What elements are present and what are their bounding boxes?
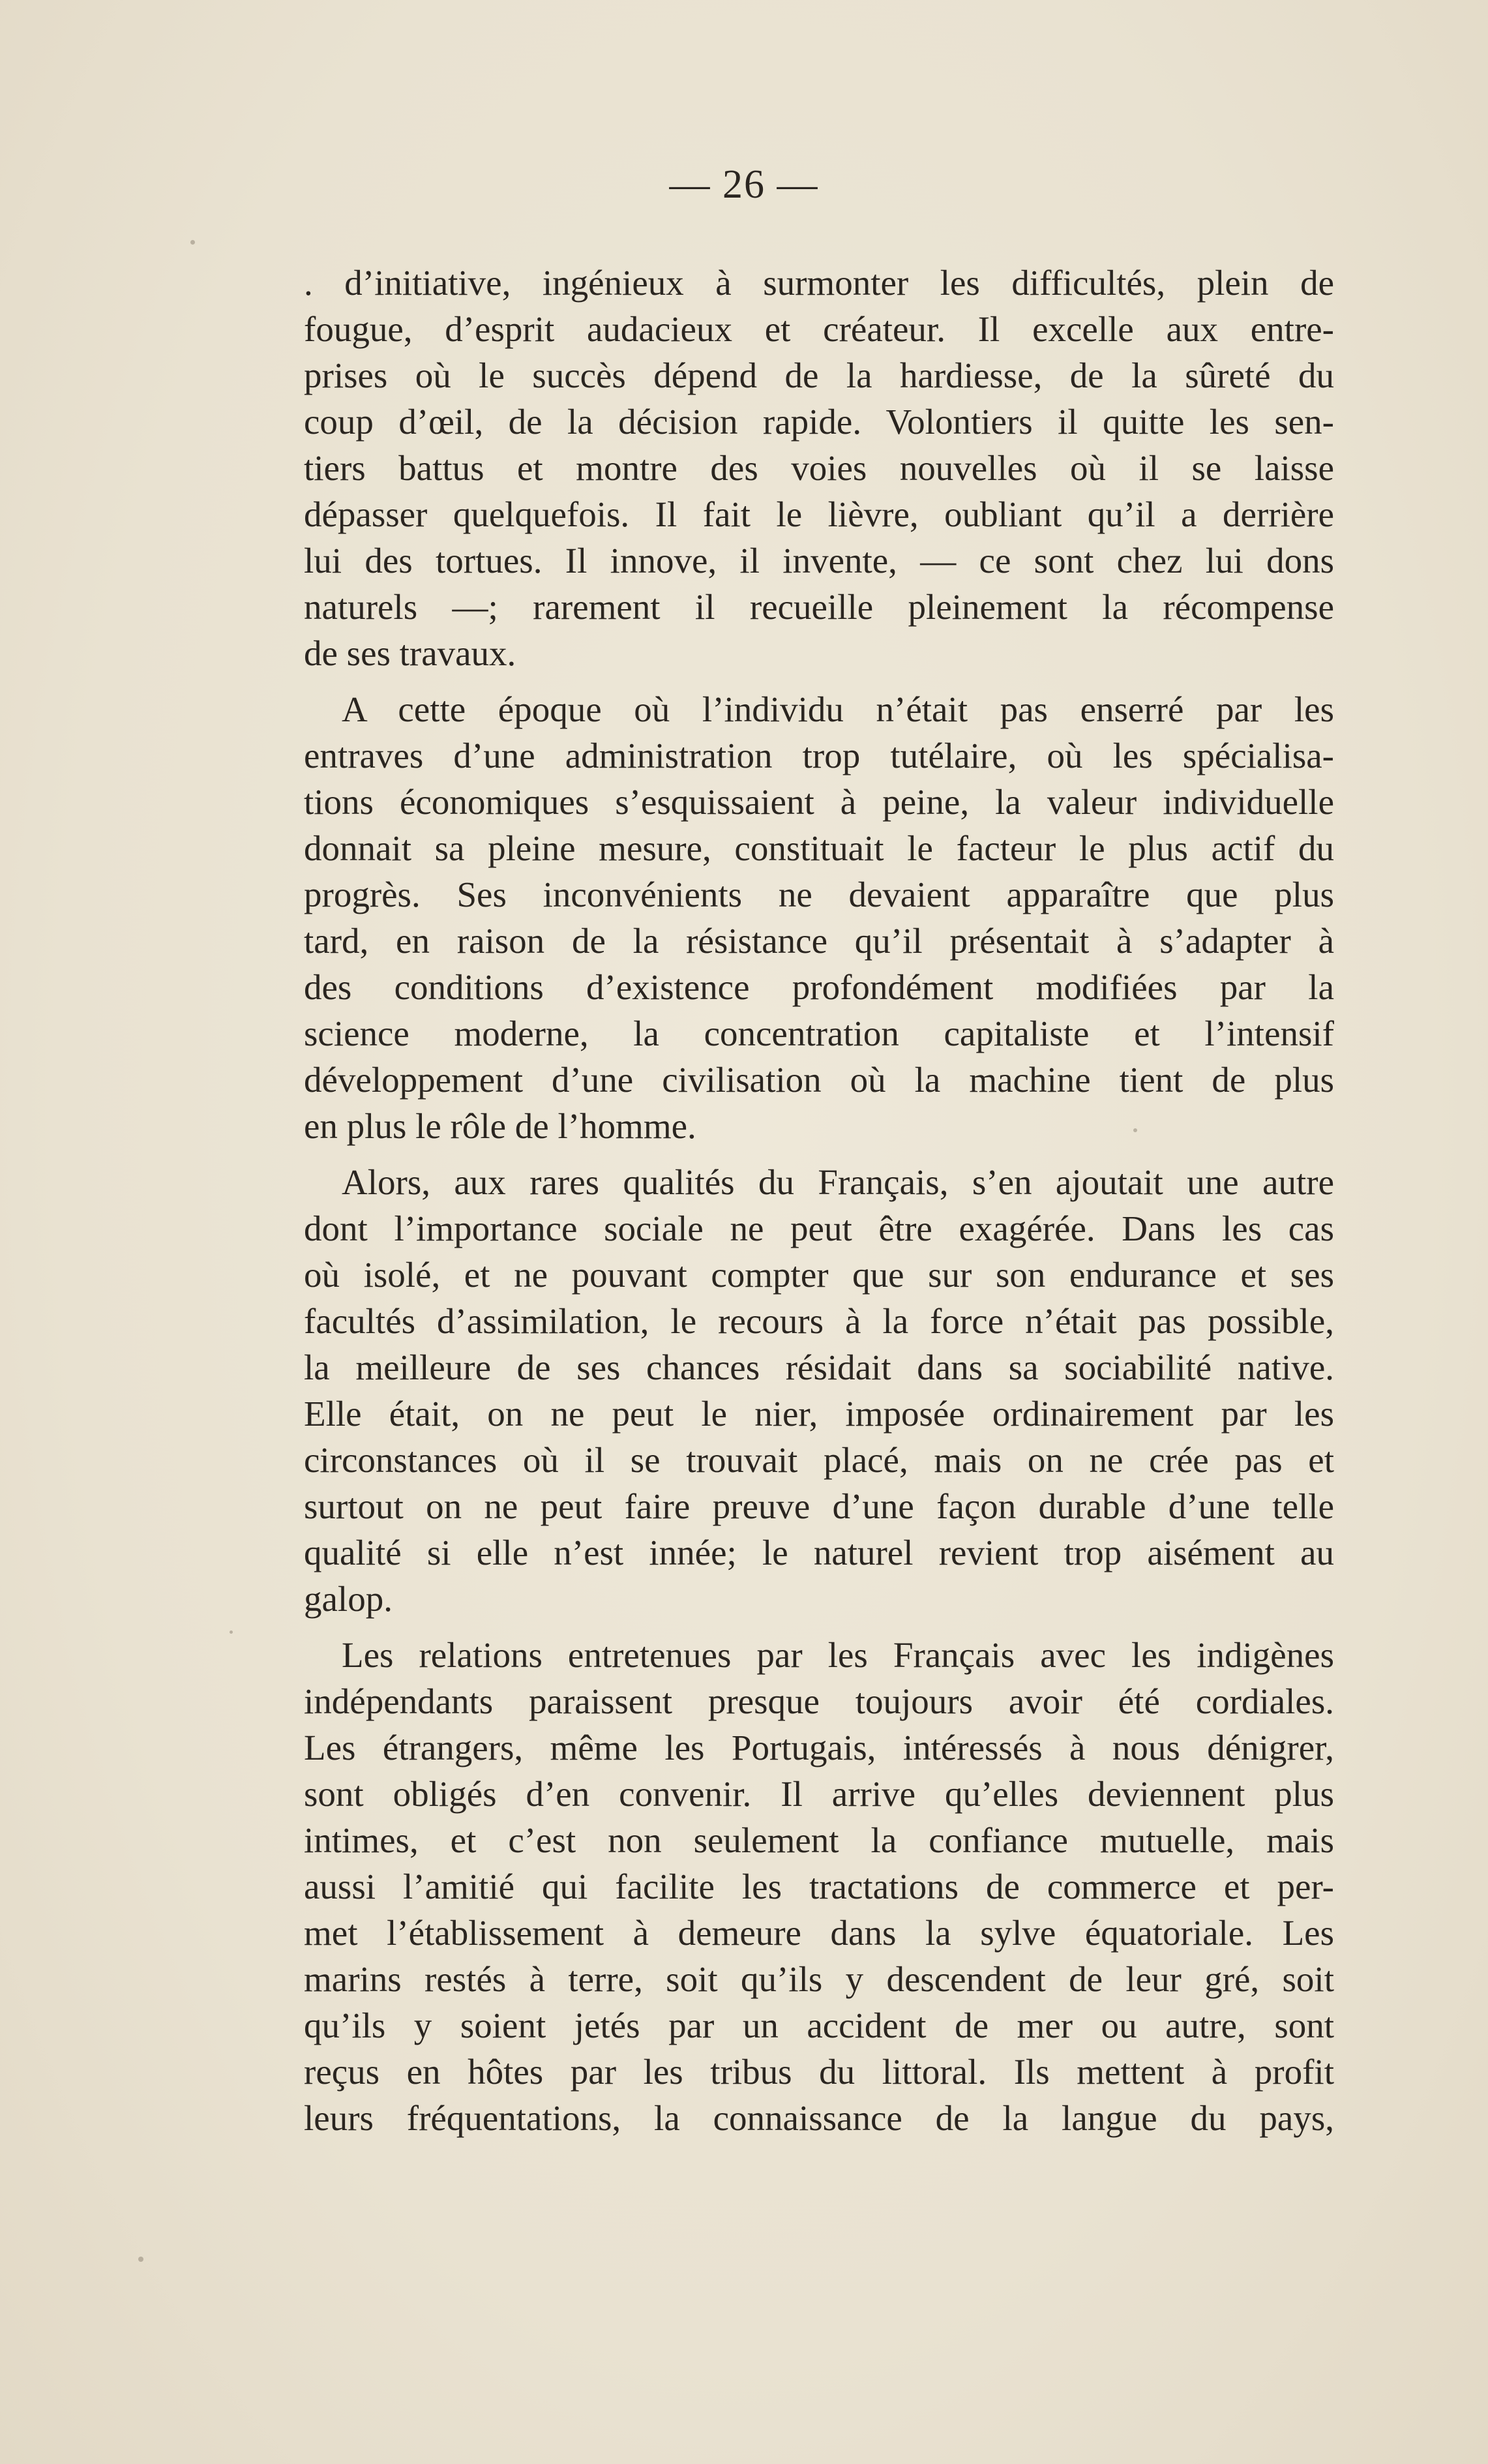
text-line: A cette époque où l’individu n’était pas enserré par les	[342, 689, 1334, 729]
text-line: des conditions d’existence profondément modifiées par la	[304, 967, 1334, 1007]
text-line: Les relations entretenues par les Français avec les indigènes	[342, 1635, 1334, 1675]
text-line: de ses travaux.	[304, 633, 516, 673]
text-line: dépasser quelquefois. Il fait le lièvre, oubliant qu’il a derrière	[304, 494, 1334, 534]
paragraph-2	[304, 686, 1334, 1149]
text-line: dont l’importance sociale ne peut être exagérée. Dans les cas	[304, 1209, 1334, 1248]
text-line: indépendants paraissent presque toujours avoir été cordiales.	[304, 1681, 1334, 1721]
paragraph-3	[304, 1159, 1334, 1622]
text-line: coup d’œil, de la décision rapide. Volontiers il quitte les sen-	[304, 402, 1334, 442]
text-line: sont obligés d’en convenir. Il arrive qu’elles deviennent plus	[304, 1774, 1334, 1814]
text-line: aussi l’amitié qui facilite les tractations de commerce et per-	[304, 1867, 1334, 1906]
text-line: galop.	[304, 1579, 393, 1619]
text-line: développement d’une civilisation où la machine tient de plus	[304, 1060, 1334, 1100]
text-line: la meilleure de ses chances résidait dans sa sociabilité native.	[304, 1347, 1334, 1387]
text-line: entraves d’une administration trop tutélaire, où les spécialisa-	[304, 736, 1334, 775]
text-line: qu’ils y soient jetés par un accident de mer ou autre, sont	[304, 2006, 1334, 2045]
text-line: met l’établissement à demeure dans la sylve équatoriale. Les	[304, 1913, 1334, 1953]
text-line: tiers battus et montre des voies nouvelles où il se laisse	[304, 448, 1334, 488]
text-line: . d’initiative, ingénieux à surmonter les difficultés, plein de	[304, 263, 1334, 303]
text-line: qualité si elle n’est innée; le naturel revient trop aisément au	[304, 1533, 1334, 1572]
text-line: tions économiques s’esquissaient à peine, la valeur individuelle	[304, 782, 1334, 822]
text-line: progrès. Ses inconvénients ne devaient apparaître que plus	[304, 875, 1334, 914]
page-number: — 26 —	[669, 162, 819, 207]
text-line: donnait sa pleine mesure, constituait le facteur le plus actif du	[304, 828, 1334, 868]
text-line: leurs fréquentations, la connaissance de la langue du pays,	[304, 2098, 1334, 2138]
paper-speck	[190, 240, 195, 245]
text-line: facultés d’assimilation, le recours à la force n’était pas possible,	[304, 1301, 1334, 1341]
text-line: Les étrangers, même les Portugais, intéressés à nous dénigrer,	[304, 1728, 1334, 1767]
text-line: lui des tortues. Il innove, il invente, — ce sont chez lui dons	[304, 541, 1334, 580]
text-line: fougue, d’esprit audacieux et créateur. Il excelle aux entre-	[304, 309, 1334, 349]
paper-speck	[230, 1630, 233, 1634]
paper-speck	[138, 2257, 143, 2262]
text-line: où isolé, et ne pouvant compter que sur son endurance et ses	[304, 1255, 1334, 1295]
paragraph-1	[304, 260, 1334, 676]
text-line: science moderne, la concentration capitaliste et l’intensif	[304, 1014, 1334, 1053]
body-text	[304, 260, 1334, 2141]
paragraph-4	[304, 1632, 1334, 2141]
text-line: marins restés à terre, soit qu’ils y descendent de leur gré, soit	[304, 1959, 1334, 1999]
text-line: surtout on ne peut faire preuve d’une façon durable d’une telle	[304, 1486, 1334, 1526]
text-line: intimes, et c’est non seulement la confiance mutuelle, mais	[304, 1820, 1334, 1860]
text-line: circonstances où il se trouvait placé, mais on ne crée pas et	[304, 1440, 1334, 1480]
text-line: Elle était, on ne peut le nier, imposée ordinairement par les	[304, 1394, 1334, 1434]
text-line: tard, en raison de la résistance qu’il présentait à s’adapter à	[304, 921, 1334, 961]
text-line: Alors, aux rares qualités du Français, s’en ajoutait une autre	[342, 1162, 1334, 1202]
text-line: reçus en hôtes par les tribus du littoral. Ils mettent à profit	[304, 2052, 1334, 2092]
text-line: en plus le rôle de l’homme.	[304, 1106, 696, 1146]
paper-speck	[1133, 1128, 1137, 1132]
text-line: prises où le succès dépend de la hardiesse, de la sûreté du	[304, 355, 1334, 395]
text-line: naturels —; rarement il recueille pleinement la récompense	[304, 587, 1334, 627]
